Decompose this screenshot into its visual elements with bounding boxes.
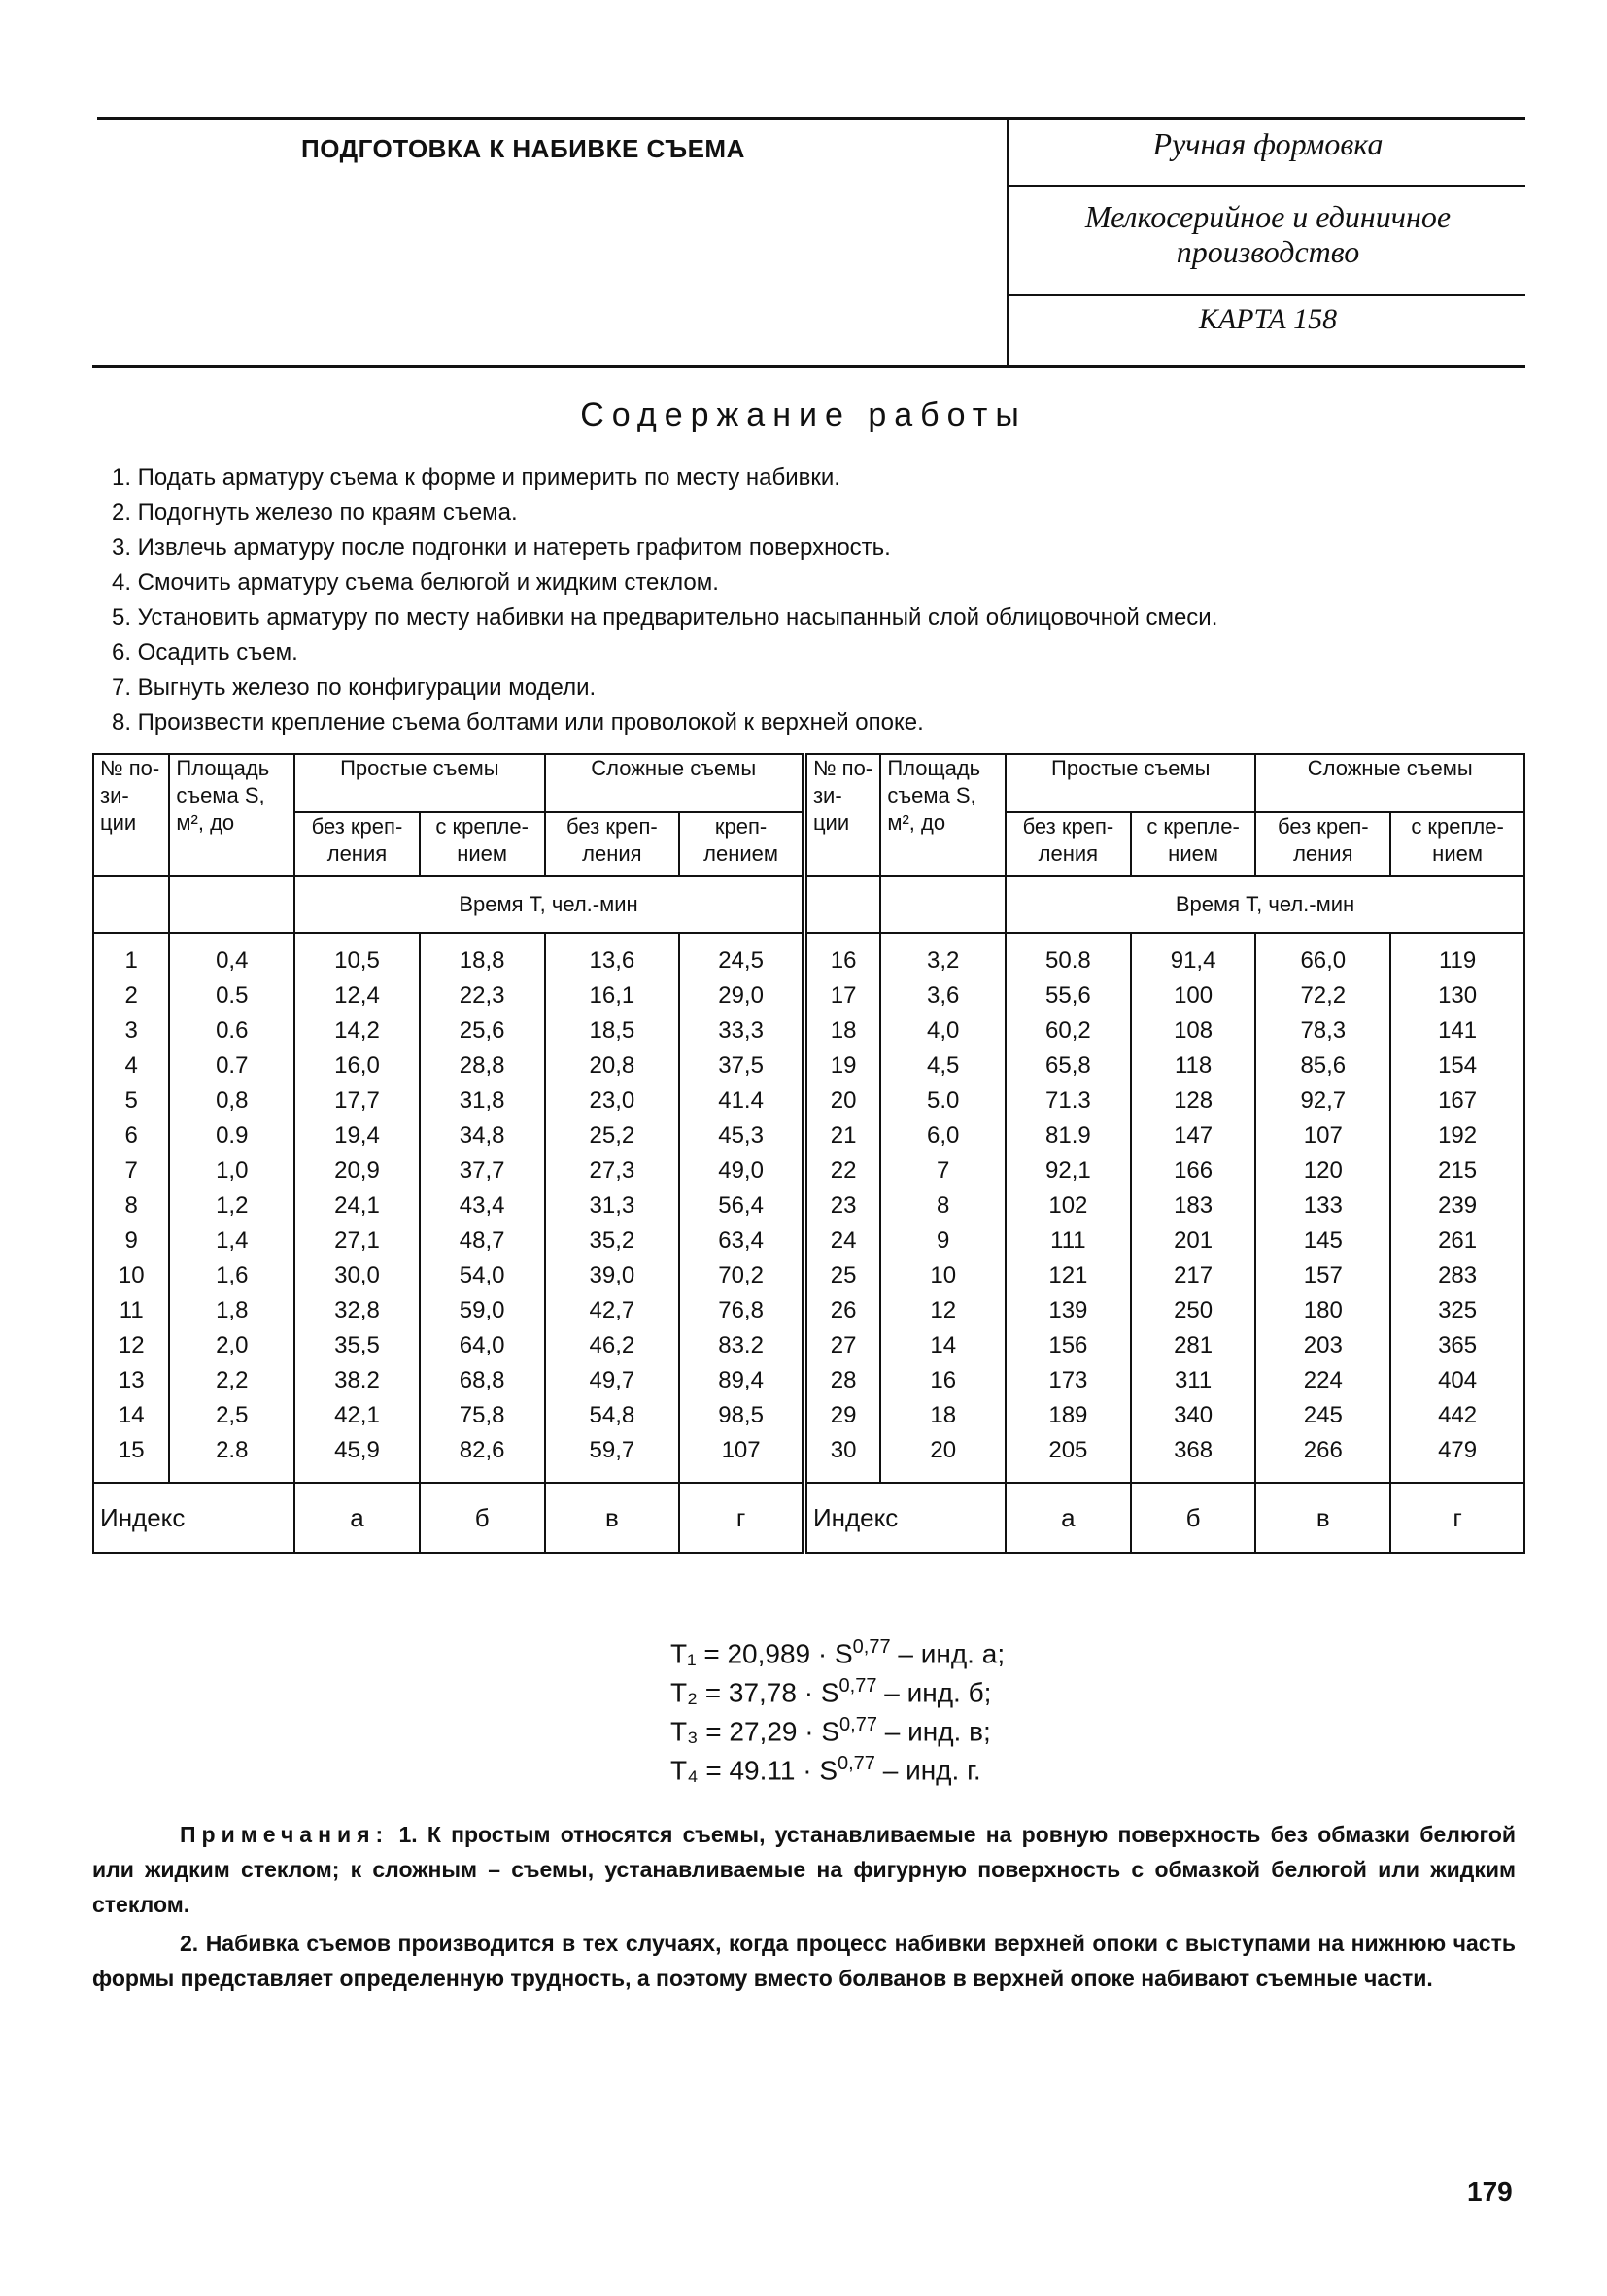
table-cell: 0,4 [169,933,294,978]
table-cell: 404 [1390,1363,1524,1398]
work-step: 3. Извлечь арматуру после подгонки и натереть графитом поверхность. [112,534,891,561]
col-header-position: № по-зи-ции [93,754,169,876]
table-cell: 3,2 [880,933,1006,978]
table-cell: 13,6 [545,933,680,978]
header-bottom-rule [92,365,1525,368]
work-step: 8. Произвести крепление съема болтами или проволокой к верхней опоке. [112,709,924,736]
table-body [93,933,1524,1483]
card-number: КАРТА 158 [1198,303,1338,335]
table-cell: 1,6 [169,1258,294,1293]
table-cell: 205 [1006,1433,1131,1483]
table-cell: 8 [880,1188,1006,1223]
table-row [93,933,1524,978]
table-cell: 92,1 [1006,1153,1131,1188]
table-cell: 0.9 [169,1118,294,1153]
table-cell: 157 [1255,1258,1390,1293]
table-cell: 30,0 [294,1258,420,1293]
formulas [670,1628,1006,1786]
table-cell: 72,2 [1255,978,1390,1013]
note-2: 2. Набивка съемов производится в тех случаях, когда процесс набивки верхней опоки с выступами на нижнюю часть формы представляет определенную трудность, а поэтому вместо болванов в верхней опоке набивают съемные части. [92,1931,1516,1991]
header-divider [1007,117,1009,367]
production-type [1010,199,1525,269]
table-cell: 15 [93,1433,169,1483]
table-cell: 266 [1255,1433,1390,1483]
table-cell: 173 [1006,1363,1131,1398]
table-cell: 13 [93,1363,169,1398]
table-cell: 119 [1390,933,1524,978]
index-label: Индекс [93,1483,294,1553]
table-cell: 23 [804,1188,880,1223]
table-cell: 3 [93,1013,169,1048]
table-cell: 91,4 [1131,933,1256,978]
table-cell: 31,3 [545,1188,680,1223]
table-cell: 35,5 [294,1328,420,1363]
table-cell: 215 [1390,1153,1524,1188]
table-row [93,1363,1524,1398]
table-cell: 20,9 [294,1153,420,1188]
process-type: Ручная формовка [1152,126,1384,161]
table-cell: 98,5 [679,1398,804,1433]
table-cell: 180 [1255,1293,1390,1328]
table-cell: 27,1 [294,1223,420,1258]
table-cell: 12 [880,1293,1006,1328]
table-cell: 166 [1131,1153,1256,1188]
table-cell: 54,0 [420,1258,545,1293]
index-letter: г [679,1483,804,1553]
col-header-no-fix: без креп-ления [1255,812,1390,876]
table-cell: 14 [93,1398,169,1433]
table-cell: 442 [1390,1398,1524,1433]
table-cell: 30 [804,1433,880,1483]
table-row [93,1118,1524,1153]
col-header-complex: Сложные съемы [1255,754,1524,812]
table-cell: 5 [93,1083,169,1118]
work-step: 4. Смочить арматуру съема белюгой и жидким стеклом. [112,569,719,596]
table-row [93,978,1524,1013]
table-cell: 2,0 [169,1328,294,1363]
header-right-rule-2 [1007,294,1525,296]
table-cell: 37,5 [679,1048,804,1083]
work-step: 6. Осадить съем. [112,639,298,666]
index-row [93,1483,1524,1553]
table-cell: 201 [1131,1223,1256,1258]
table-cell: 281 [1131,1328,1256,1363]
table-cell: 18,5 [545,1013,680,1048]
table-cell: 28,8 [420,1048,545,1083]
col-header-complex: Сложные съемы [545,754,804,812]
work-step: 2. Подогнуть железо по краям съема. [112,499,518,526]
table-cell: 156 [1006,1328,1131,1363]
table-row [93,1398,1524,1433]
table-cell: 81.9 [1006,1118,1131,1153]
table-cell: 70,2 [679,1258,804,1293]
table-cell: 10,5 [294,933,420,978]
index-letter: б [420,1483,545,1553]
table-cell: 1,2 [169,1188,294,1223]
note-1: Примечания: 1. К простым относятся съемы, устанавливаемые на ровную поверхность без обмазки белюгой или жидким стеклом; к сложным – съемы, устанавливаемые на фигурную поверхность с обмазкой белюгой или жидким стеклом. [92,1822,1517,1917]
table-cell: 365 [1390,1328,1524,1363]
table-cell: 45,9 [294,1433,420,1483]
table-cell: 26 [804,1293,880,1328]
table-cell: 0.6 [169,1013,294,1048]
table-row [93,1153,1524,1188]
table-cell: 92,7 [1255,1083,1390,1118]
table-cell: 17,7 [294,1083,420,1118]
table-row [93,1328,1524,1363]
table-cell: 14,2 [294,1013,420,1048]
production-type-line2: производство [1176,234,1360,269]
col-header-fix: с крепле-нием [1390,812,1524,876]
table-cell: 1,4 [169,1223,294,1258]
table-cell: 9 [93,1223,169,1258]
table-cell: 145 [1255,1223,1390,1258]
formula: T₂ = 37,78 · S$^{0,77}$ – инд. б; [670,1675,992,1708]
table-cell: 4,0 [880,1013,1006,1048]
table-cell: 24,5 [679,933,804,978]
col-header-position: № по-зи-ции [804,754,880,876]
col-header-fix: с крепле-нием [1131,812,1256,876]
col-header-fix: с крепле-нием [420,812,545,876]
formula: T₁ = 20,989 · S$^{0,77}$ – инд. а; [670,1636,1006,1669]
col-header-no-fix: без креп-ления [545,812,680,876]
table-cell: 7 [93,1153,169,1188]
table-cell: 60,2 [1006,1013,1131,1048]
table-cell: 7 [880,1153,1006,1188]
col-header-no-fix: без креп-ления [1006,812,1131,876]
table-cell: 108 [1131,1013,1256,1048]
table-cell: 21 [804,1118,880,1153]
table-cell: 33,3 [679,1013,804,1048]
index-letter: б [1131,1483,1256,1553]
table-cell: 59,0 [420,1293,545,1328]
table-cell: 68,8 [420,1363,545,1398]
table-cell: 35,2 [545,1223,680,1258]
table-cell: 45,3 [679,1118,804,1153]
table-cell: 49,0 [679,1153,804,1188]
table-cell: 10 [880,1258,1006,1293]
table-cell: 19,4 [294,1118,420,1153]
table-cell: 245 [1255,1398,1390,1433]
table-cell: 141 [1390,1013,1524,1048]
table-cell: 311 [1131,1363,1256,1398]
work-step: 1. Подать арматуру съема к форме и примерить по месту набивки. [112,464,840,491]
table-cell: 64,0 [420,1328,545,1363]
table-cell: 192 [1390,1118,1524,1153]
table-cell: 133 [1255,1188,1390,1223]
col-header-area: Площадь съема S, м², до [880,754,1006,876]
table-cell: 18 [880,1398,1006,1433]
table-cell: 50.8 [1006,933,1131,978]
table-cell: 3,6 [880,978,1006,1013]
table-row [93,1083,1524,1118]
table-cell: 2,2 [169,1363,294,1398]
notes [92,1817,1516,2000]
table-cell: 12 [93,1328,169,1363]
col-header-fix: креп-лением [679,812,804,876]
page-number: 179 [1467,2176,1513,2207]
table-cell: 118 [1131,1048,1256,1083]
index-letter: в [1255,1483,1390,1553]
col-header-simple: Простые съемы [294,754,544,812]
table-cell: 22 [804,1153,880,1188]
table-cell: 9 [880,1223,1006,1258]
table-cell: 42,1 [294,1398,420,1433]
table-cell: 59,7 [545,1433,680,1483]
table-cell: 20 [880,1433,1006,1483]
table-cell: 63,4 [679,1223,804,1258]
table-cell: 65,8 [1006,1048,1131,1083]
table-cell: 37,7 [420,1153,545,1188]
table-cell: 78,3 [1255,1013,1390,1048]
header-right-rule-1 [1007,185,1525,187]
table-cell: 83.2 [679,1328,804,1363]
table-cell: 121 [1006,1258,1131,1293]
table-cell: 12,4 [294,978,420,1013]
table-cell: 8 [93,1188,169,1223]
index-letter: в [545,1483,680,1553]
table-cell: 16 [804,933,880,978]
table-cell: 25,2 [545,1118,680,1153]
table-cell: 1,8 [169,1293,294,1328]
table-cell: 27 [804,1328,880,1363]
table-cell: 27,3 [545,1153,680,1188]
table-cell: 4 [93,1048,169,1083]
table-cell: 283 [1390,1258,1524,1293]
table-cell: 16 [880,1363,1006,1398]
table-cell: 28 [804,1363,880,1398]
table-cell: 18 [804,1013,880,1048]
table-cell: 19 [804,1048,880,1083]
table-cell: 24 [804,1223,880,1258]
table-cell: 0,8 [169,1083,294,1118]
table-cell: 14 [880,1328,1006,1363]
table-cell: 261 [1390,1223,1524,1258]
table-cell: 2 [93,978,169,1013]
table-cell: 32,8 [294,1293,420,1328]
table-cell: 25,6 [420,1013,545,1048]
table-cell: 22,3 [420,978,545,1013]
col-header-time-unit: Время Т, чел.-мин [1006,876,1524,933]
table-cell: 102 [1006,1188,1131,1223]
table-row [93,1013,1524,1048]
table-cell: 29,0 [679,978,804,1013]
table-cell: 6,0 [880,1118,1006,1153]
table-cell: 10 [93,1258,169,1293]
table-cell: 66,0 [1255,933,1390,978]
table-cell: 49,7 [545,1363,680,1398]
table-cell: 31,8 [420,1083,545,1118]
table-cell: 107 [1255,1118,1390,1153]
table-cell: 76,8 [679,1293,804,1328]
table-cell: 130 [1390,978,1524,1013]
work-steps-list [112,461,1530,740]
operation-title: ПОДГОТОВКА К НАБИВКЕ СЪЕМА [301,134,745,163]
table-cell: 239 [1390,1188,1524,1223]
table-cell: 54,8 [545,1398,680,1433]
table-cell: 18,8 [420,933,545,978]
table-cell: 39,0 [545,1258,680,1293]
table-cell: 189 [1006,1398,1131,1433]
table-cell: 16,0 [294,1048,420,1083]
table-cell: 89,4 [679,1363,804,1398]
col-header-area: Площадь съема S, м², до [169,754,294,876]
table-cell: 4,5 [880,1048,1006,1083]
table-cell: 75,8 [420,1398,545,1433]
table-cell: 1 [93,933,169,978]
table-cell: 71.3 [1006,1083,1131,1118]
table-cell: 2.8 [169,1433,294,1483]
table-cell: 479 [1390,1433,1524,1483]
table-cell: 5.0 [880,1083,1006,1118]
table-cell: 1,0 [169,1153,294,1188]
table-cell: 325 [1390,1293,1524,1328]
table-cell: 20,8 [545,1048,680,1083]
table-cell: 368 [1131,1433,1256,1483]
work-step: 7. Выгнуть железо по конфигурации модели. [112,674,597,701]
table-row [93,1048,1524,1083]
table-cell: 217 [1131,1258,1256,1293]
table-cell: 2,5 [169,1398,294,1433]
table-cell: 17 [804,978,880,1013]
table-cell: 16,1 [545,978,680,1013]
table-cell: 34,8 [420,1118,545,1153]
table-cell: 55,6 [1006,978,1131,1013]
index-letter: а [294,1483,420,1553]
work-step: 5. Установить арматуру по месту набивки на предварительно насыпанный слой облицовочной смеси. [112,604,1218,631]
table-cell: 82,6 [420,1433,545,1483]
col-header-no-fix: без креп-ления [294,812,420,876]
table-cell: 42,7 [545,1293,680,1328]
table-row [93,1188,1524,1223]
time-norms-table [92,753,1525,1554]
table-cell: 139 [1006,1293,1131,1328]
table-cell: 154 [1390,1048,1524,1083]
table-cell: 107 [679,1433,804,1483]
table-cell: 43,4 [420,1188,545,1223]
table-cell: 147 [1131,1118,1256,1153]
col-header-simple: Простые съемы [1006,754,1255,812]
table-cell: 38.2 [294,1363,420,1398]
table-cell: 48,7 [420,1223,545,1258]
table-cell: 111 [1006,1223,1131,1258]
table-row [93,1258,1524,1293]
table-cell: 85,6 [1255,1048,1390,1083]
table-cell: 29 [804,1398,880,1433]
table-cell: 11 [93,1293,169,1328]
formula: T₃ = 27,29 · S$^{0,77}$ – инд. в; [670,1714,991,1747]
table-cell: 20 [804,1083,880,1118]
table-cell: 340 [1131,1398,1256,1433]
notes-label: Примечания: [180,1822,390,1847]
table-cell: 128 [1131,1083,1256,1118]
table-cell: 250 [1131,1293,1256,1328]
table-cell: 46,2 [545,1328,680,1363]
index-label: Индекс [804,1483,1006,1553]
table-cell: 183 [1131,1188,1256,1223]
table-cell: 203 [1255,1328,1390,1363]
header-top-rule [97,117,1525,120]
table-cell: 25 [804,1258,880,1293]
table-row [93,1433,1524,1483]
table-cell: 224 [1255,1363,1390,1398]
section-title: Содержание работы [580,396,1027,433]
index-letter: г [1390,1483,1524,1553]
table-cell: 56,4 [679,1188,804,1223]
table-cell: 167 [1390,1083,1524,1118]
production-type-line1: Мелкосерийное и единичное [1084,199,1452,234]
table-cell: 23,0 [545,1083,680,1118]
table-row [93,1293,1524,1328]
formula: T₄ = 49.11 · S$^{0,77}$ – инд. г. [670,1753,981,1786]
table-cell: 0.7 [169,1048,294,1083]
table-cell: 41.4 [679,1083,804,1118]
col-header-time-unit: Время Т, чел.-мин [294,876,804,933]
table-cell: 100 [1131,978,1256,1013]
table-cell: 120 [1255,1153,1390,1188]
table-cell: 6 [93,1118,169,1153]
index-letter: а [1006,1483,1131,1553]
table-row [93,1223,1524,1258]
table-cell: 24,1 [294,1188,420,1223]
table-cell: 0.5 [169,978,294,1013]
